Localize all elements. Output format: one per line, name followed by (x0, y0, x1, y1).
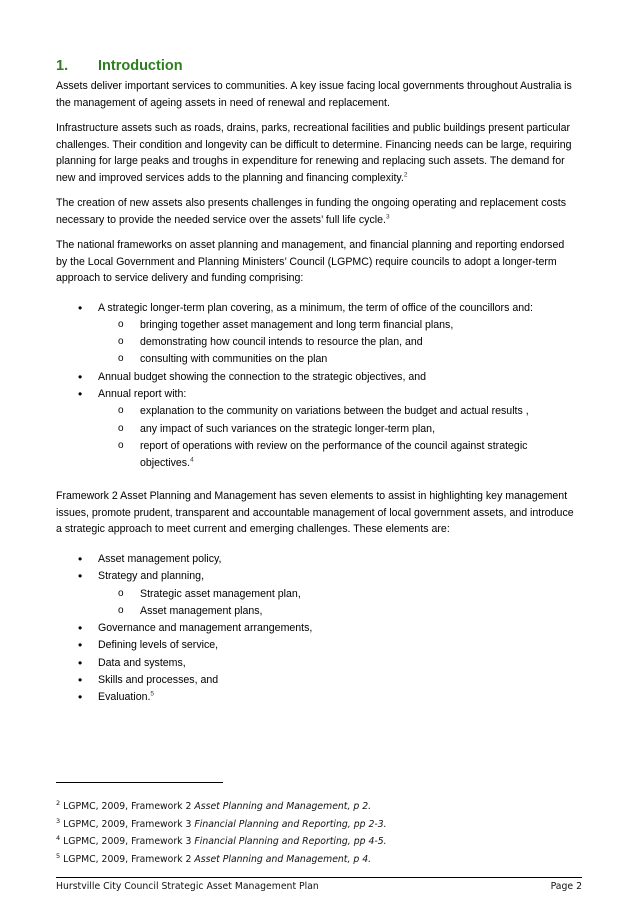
paragraph-2-text: Infrastructure assets such as roads, drains, parks, recreational facilities and public buildings present particular challenges. Their condition and longevity can be difficult to determine. Financing needs can be large, requiring planning for large peaks and troughs in expenditure for renewing and replacing such assets. The demand for new and improved services adds to the planning and financing complexity. (56, 122, 572, 184)
list-item-text: Evaluation. (98, 691, 151, 704)
footnote (56, 798, 578, 816)
footnote-number: 3 (56, 816, 61, 825)
list-item: • Data and systems, (56, 655, 578, 672)
paragraph-4-text: The national frameworks on asset planning and management, and financial planning and reporting endorsed by the Local Government and Planning Ministers’ Council (LGPMC) require councils to adopt a longer-term approach to service delivery and funding comprising: (56, 239, 565, 284)
footnote-number: 2 (56, 798, 61, 807)
list-item (56, 689, 578, 706)
section-heading (56, 58, 578, 74)
footnote-title: Financial Planning and Reporting, pp 2-3. (194, 818, 387, 830)
sub-list-item: o consulting with communities on the plan (56, 351, 578, 368)
footnote (56, 816, 578, 834)
page-footer (56, 877, 582, 892)
sub-list-item-text: report of operations with review on the performance of the council against strategic objectives. (140, 439, 528, 470)
paragraph-1 (56, 78, 578, 111)
footnote-number: 5 (56, 851, 61, 860)
paragraph-2 (56, 120, 578, 186)
list-item: • Defining levels of service, (56, 637, 578, 654)
footnote-ref-2[interactable]: 2 (403, 170, 408, 178)
elements-list (56, 551, 578, 707)
list-item: • Asset management policy, (56, 551, 578, 568)
footnote-text: LGPMC, 2009, Framework 3 (63, 818, 195, 830)
paragraph-3 (56, 195, 578, 228)
footnote (56, 851, 578, 869)
paragraph-3-text: The creation of new assets also presents challenges in funding the ongoing operating and replacement costs necessary to provide the needed service over the assets’ full life cycle. (56, 197, 567, 226)
framework-list (56, 300, 578, 473)
list-item: • A strategic longer-term plan covering, as a minimum, the term of office of the councillors and: (56, 300, 578, 317)
paragraph-4 (56, 237, 578, 287)
footnote-title: Financial Planning and Reporting, pp 4-5. (194, 836, 387, 847)
sub-list-item: o any impact of such variances on the strategic longer-term plan, (56, 421, 578, 438)
footnote-title: Asset Planning and Management, p 2. (194, 801, 372, 812)
footnote (56, 833, 578, 851)
footnote-title: Asset Planning and Management, p 4. (194, 853, 372, 865)
list-item: • Governance and management arrangements, (56, 620, 578, 637)
footnote-ref-3[interactable]: 3 (385, 212, 390, 220)
section-title: Introduction (98, 58, 183, 74)
footnote-number: 4 (56, 833, 61, 842)
paragraph-5-text: Framework 2 Asset Planning and Management has seven elements to assist in highlighting key management issues, promote prudent, transparent and accountable management of local government assets, and introduce a strategic approach to meet current and emerging challenges. These elements are: (56, 490, 574, 536)
list-item: • Annual report with: (56, 386, 578, 403)
sub-list-item (56, 438, 578, 473)
section-number: 1. (56, 58, 69, 74)
sub-list-item: o bringing together asset management and long term financial plans, (56, 317, 578, 334)
footnote-text: LGPMC, 2009, Framework 2 (63, 853, 195, 865)
paragraph-5 (56, 488, 578, 538)
footnote-ref-4[interactable]: 4 (190, 456, 194, 464)
list-item: • Strategy and planning, (56, 568, 578, 585)
list-item: • Annual budget showing the connection to the strategic objectives, and (56, 369, 578, 386)
footnote-ref-5[interactable]: 5 (150, 690, 155, 698)
footnote-text: LGPMC, 2009, Framework 2 (63, 801, 195, 812)
sub-list-item: o Strategic asset management plan, (56, 586, 578, 603)
sub-list-item: o demonstrating how council intends to resource the plan, and (56, 334, 578, 351)
footnote-separator (56, 782, 223, 783)
page-number: Page 2 (550, 881, 582, 892)
footnote-text: LGPMC, 2009, Framework 3 (63, 836, 195, 847)
footnotes (56, 798, 578, 868)
page-body (56, 58, 578, 723)
footer-document-title: Hurstville City Council Strategic Asset Management Plan (56, 881, 319, 892)
sub-list-item: o explanation to the community on variations between the budget and actual results , (56, 403, 578, 420)
sub-list-item: o Asset management plans, (56, 603, 578, 620)
paragraph-1-text: Assets deliver important services to communities. A key issue facing local governments throughout Australia is the management of ageing assets in need of renewal and replacement. (56, 80, 572, 109)
list-item: • Skills and processes, and (56, 672, 578, 689)
